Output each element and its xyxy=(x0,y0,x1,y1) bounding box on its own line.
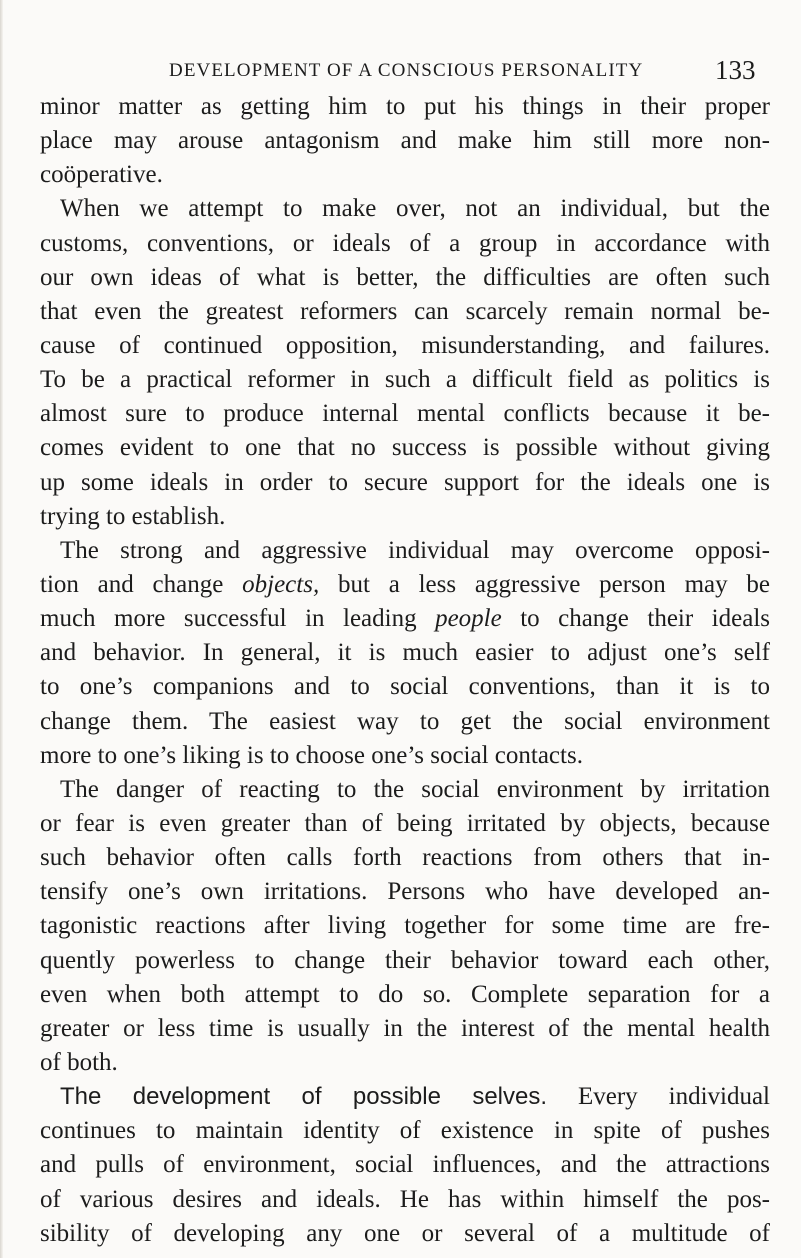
text-line: minor matter as getting him to put his things in their proper xyxy=(40,93,770,120)
text-segment: much more successful in leading xyxy=(40,605,436,633)
text-line: of various desires and ideals. He has within himself the pos- xyxy=(40,1185,770,1213)
text-segment: but a less aggressive person may be xyxy=(319,570,770,598)
italic-emphasis: objects, xyxy=(242,570,320,598)
text-segment: to change their ideals xyxy=(501,605,770,633)
text-line: continues to maintain identity of existence in spite of pushes xyxy=(40,1117,770,1145)
text-line: such behavior often calls forth reactions from others that in- xyxy=(40,844,770,872)
section-heading-line xyxy=(40,1080,770,1114)
text-segment: tion and change xyxy=(40,570,243,598)
text-line: almost sure to produce internal mental conflicts because it be- xyxy=(40,400,770,428)
text-line: more to one’s liking is to choose one’s social contacts. xyxy=(40,741,583,769)
text-segment: Every individual xyxy=(547,1083,770,1111)
text-line: that even the greatest reformers can scarcely remain normal be- xyxy=(40,297,770,325)
text-line: of both. xyxy=(40,1048,118,1076)
paragraph-first-line: The danger of reacting to the social environment by irritation xyxy=(60,775,770,803)
section-heading: The development of possible selves. xyxy=(60,1083,548,1111)
text-line: customs, conventions, or ideals of a group in accordance with xyxy=(40,229,770,257)
text-line: place may arouse antagonism and make him still more non- xyxy=(40,127,770,155)
text-line: quently powerless to change their behavior toward each other, xyxy=(40,946,770,974)
text-line: or fear is even greater than of being irritated by objects, because xyxy=(40,809,770,837)
page-edge-shadow xyxy=(0,0,3,1258)
text-line: and behavior. In general, it is much easier to adjust one’s self xyxy=(40,639,770,667)
text-line: tagonistic reactions after living together for some time are fre- xyxy=(40,912,770,940)
text-line: greater or less time is usually in the interest of the mental health xyxy=(40,1014,770,1042)
text-line: and pulls of environment, social influences, and the attractions xyxy=(40,1151,770,1179)
paragraph-first-line: When we attempt to make over, not an individual, but the xyxy=(60,195,770,223)
text-line: our own ideas of what is better, the difficulties are often such xyxy=(40,263,770,291)
text-line: cause of continued opposition, misunderstanding, and failures. xyxy=(40,331,770,359)
text-line xyxy=(40,602,770,636)
text-line: trying to establish. xyxy=(40,502,226,530)
italic-emphasis: people xyxy=(435,605,502,633)
running-head xyxy=(0,55,801,88)
running-head-title: DEVELOPMENT OF A CONSCIOUS PERSONALITY xyxy=(169,60,644,81)
text-line: tensify one’s own irritations. Persons who have developed an- xyxy=(40,878,770,906)
body-text xyxy=(40,90,770,1251)
text-line: sibility of developing any one or several of a multitude of xyxy=(40,1219,770,1247)
text-line: comes evident to one that no success is possible without giving xyxy=(40,434,770,462)
text-line: coöperative. xyxy=(40,161,163,189)
text-line: To be a practical reformer in such a difficult field as politics is xyxy=(40,366,770,394)
page-number: 133 xyxy=(715,55,756,85)
paragraph-first-line: The strong and aggressive individual may overcome opposi- xyxy=(60,536,770,564)
text-line: change them. The easiest way to get the social environment xyxy=(40,707,770,735)
text-line: up some ideals in order to secure support for the ideals one is xyxy=(40,468,770,496)
text-line: to one’s companions and to social conventions, than it is to xyxy=(40,673,770,701)
text-line: even when both attempt to do so. Complete separation for a xyxy=(40,980,770,1008)
text-line xyxy=(40,568,770,602)
